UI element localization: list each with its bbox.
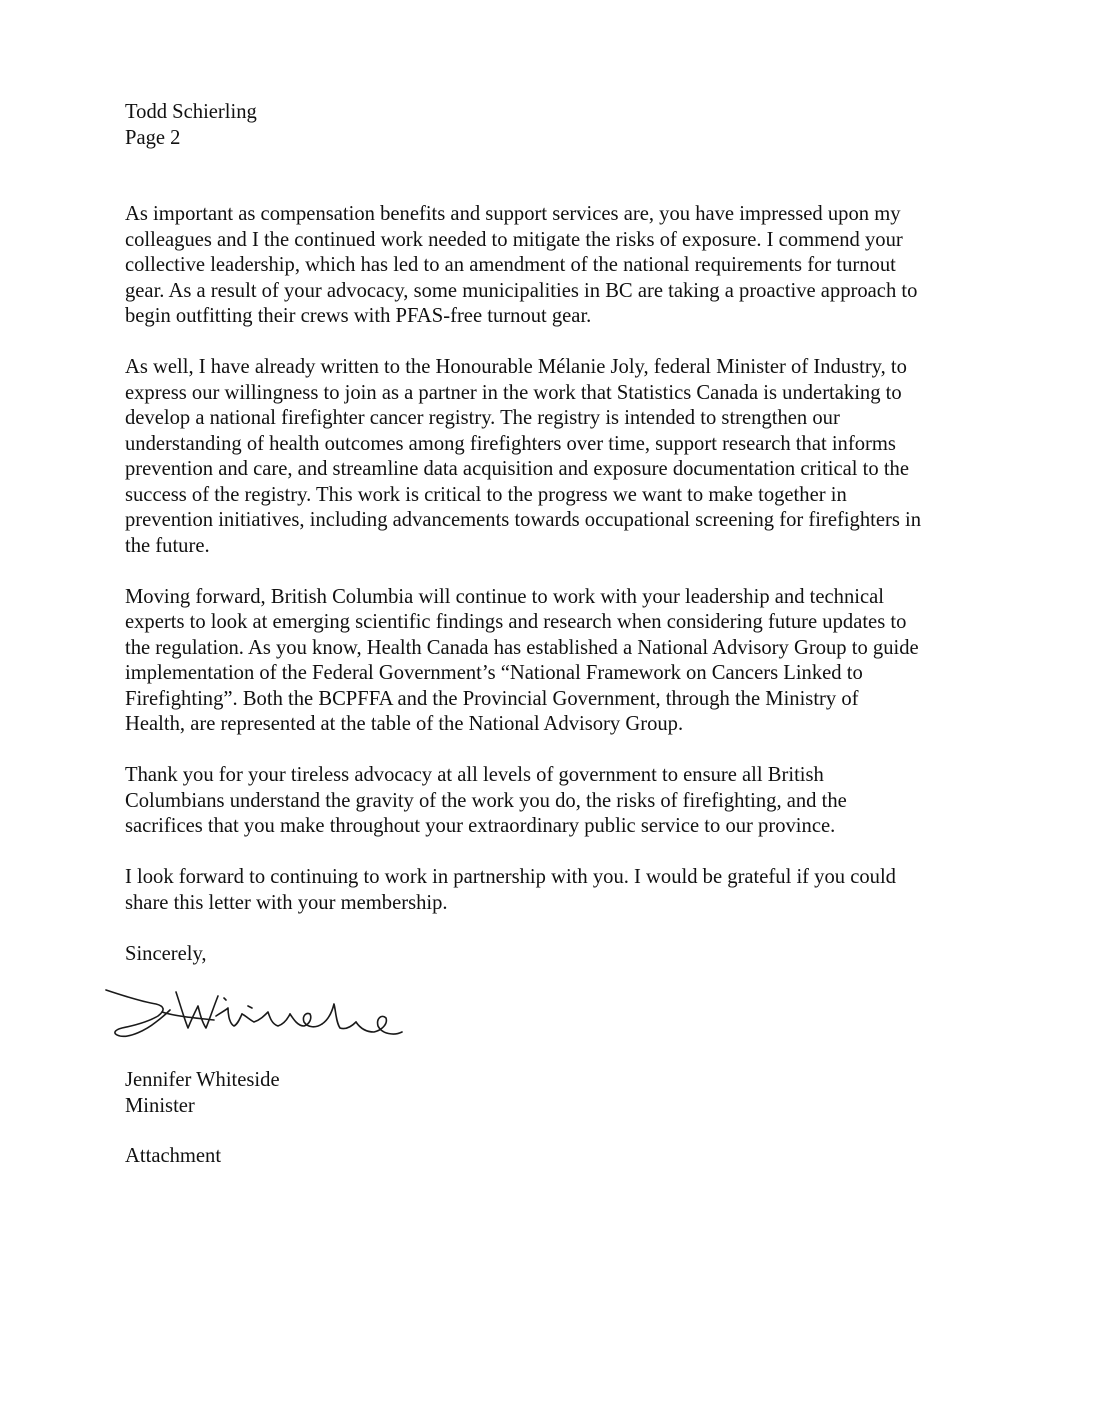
signer-title: Minister: [125, 1094, 195, 1117]
paragraph-line: develop a national firefighter cancer registry. The registry is intended to strengthen our: [125, 407, 840, 429]
signer-name: Jennifer Whiteside: [125, 1069, 280, 1091]
page-label: Page 2: [125, 126, 181, 149]
paragraph-partnership: [125, 865, 1005, 916]
letter-body: [125, 202, 1005, 967]
closing-salutation: Sincerely,: [125, 942, 207, 965]
paragraph-line: implementation of the Federal Government’s “National Framework on Cancers Linked to: [125, 662, 863, 684]
attachment-label: Attachment: [125, 1145, 222, 1167]
paragraph-moving-forward: [125, 585, 1005, 738]
paragraph-line: prevention and care, and streamline data acquisition and exposure documentation critical to the: [125, 458, 909, 480]
recipient-name: Todd Schierling: [125, 101, 257, 123]
paragraph-line: Thank you for your tireless advocacy at all levels of government to ensure all British: [125, 764, 824, 786]
paragraph-exposure: [125, 202, 1005, 330]
paragraph-line: experts to look at emerging scientific findings and research when considering future updates to: [125, 611, 907, 633]
paragraph-line: share this letter with your membership.: [125, 891, 448, 914]
paragraph-line: understanding of health outcomes among firefighters over time, support research that informs: [125, 432, 896, 455]
paragraph-line: express our willingness to join as a partner in the work that Statistics Canada is undertaking to: [125, 381, 902, 404]
paragraph-thank-you: [125, 763, 1005, 840]
paragraph-line: colleagues and I the continued work needed to mitigate the risks of exposure. I commend your: [125, 228, 903, 251]
paragraph-line: Firefighting”. Both the BCPFFA and the Provincial Government, through the Ministry of: [125, 687, 859, 710]
signer-block: [125, 1068, 725, 1119]
handwritten-signature: [104, 982, 404, 1044]
paragraph-line: begin outfitting their crews with PFAS-free turnout gear.: [125, 305, 592, 327]
paragraph-line: Columbians understand the gravity of the work you do, the risks of firefighting, and the: [125, 789, 847, 812]
paragraph-line: sacrifices that you make throughout your extraordinary public service to our province.: [125, 815, 836, 837]
letter-header: [125, 100, 1025, 151]
paragraph-line: the regulation. As you know, Health Canada has established a National Advisory Group to guide: [125, 636, 919, 659]
paragraph-line: As important as compensation benefits and support services are, you have impressed upon my: [125, 203, 901, 225]
paragraph-line: collective leadership, which has led to an amendment of the national requirements for turnout: [125, 254, 896, 276]
paragraph-line: As well, I have already written to the Honourable Mélanie Joly, federal Minister of Industry, to: [125, 356, 907, 378]
paragraph-line: Moving forward, British Columbia will continue to work with your leadership and technical: [125, 585, 884, 608]
paragraph-line: gear. As a result of your advocacy, some municipalities in BC are taking a proactive approach to: [125, 279, 918, 302]
paragraph-line: success of the registry. This work is critical to the progress we want to make together in: [125, 483, 847, 506]
paragraph-line: I look forward to continuing to work in partnership with you. I would be grateful if you could: [125, 866, 896, 888]
paragraph-line: prevention initiatives, including advancements towards occupational screening for firefighters in: [125, 509, 922, 531]
paragraph-line: the future.: [125, 534, 210, 557]
paragraph-line: Health, are represented at the table of the National Advisory Group.: [125, 713, 684, 735]
paragraph-registry: [125, 355, 1005, 559]
